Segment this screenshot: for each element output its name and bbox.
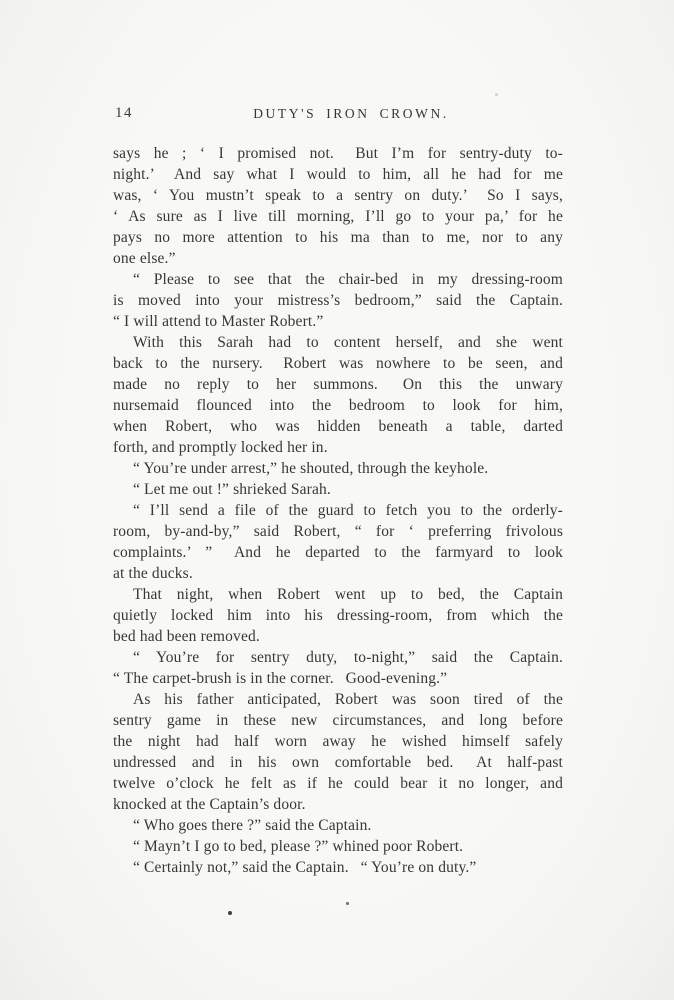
paragraph xyxy=(113,815,563,836)
paragraph xyxy=(113,479,563,500)
text-line: knocked at the Captain’s door. xyxy=(113,796,306,813)
text-line: when Robert, who was hidden beneath a table, darted xyxy=(113,418,563,435)
paragraph xyxy=(113,584,563,647)
text-line: With this Sarah had to content herself, and she went xyxy=(133,334,563,351)
text-line: quietly locked him into his dressing-room, from which the xyxy=(113,607,563,624)
text-line: made no reply to her summons. On this the unwary xyxy=(113,376,563,393)
ink-speck xyxy=(495,93,498,96)
text-line: “ You’re for sentry duty, to-night,” said the Captain. xyxy=(133,649,563,666)
text-line: sentry game in these new circumstances, and long before xyxy=(113,712,563,729)
text-line: one else.” xyxy=(113,250,176,267)
text-line: That night, when Robert went up to bed, the Captain xyxy=(133,586,563,603)
text-line: “ Certainly not,” said the Captain. “ You’re on duty.” xyxy=(133,859,477,876)
page-number: 14 xyxy=(115,105,133,121)
paragraph xyxy=(113,689,563,815)
text-line: forth, and promptly locked her in. xyxy=(113,439,328,456)
text-line: pays no more attention to his ma than to me, nor to any xyxy=(113,229,563,246)
text-line: room, by-and-by,” said Robert, “ for ‘ preferring frivolous xyxy=(113,523,563,540)
running-title: DUTY'S IRON CROWN. xyxy=(253,106,449,121)
text-line: says he ; ‘ I promised not. But I’m for sentry-duty to- xyxy=(113,145,563,162)
text-line: ‘ As sure as I live till morning, I’ll go to your pa,’ for he xyxy=(113,208,563,225)
text-line: is moved into your mistress’s bedroom,” said the Captain. xyxy=(113,292,563,309)
text-line: “ You’re under arrest,” he shouted, through the keyhole. xyxy=(133,460,489,477)
text-line: was, ‘ You mustn’t speak to a sentry on duty.’ So I says, xyxy=(113,187,563,204)
ink-speck xyxy=(228,911,232,915)
text-line: twelve o’clock he felt as if he could bear it no longer, and xyxy=(113,775,563,792)
text-line: the night had half worn away he wished himself safely xyxy=(113,733,563,750)
paragraph xyxy=(113,500,563,584)
text-line: “ The carpet-brush is in the corner. Good-evening.” xyxy=(113,670,448,687)
text-line: “ Who goes there ?” said the Captain. xyxy=(133,817,372,834)
paragraph xyxy=(113,647,563,689)
text-line: undressed and in his own comfortable bed. At half-past xyxy=(113,754,563,771)
text-line: nursemaid flounced into the bedroom to look for him, xyxy=(113,397,563,414)
text-line: “ I’ll send a file of the guard to fetch you to the orderly- xyxy=(133,502,563,519)
paragraph xyxy=(113,269,563,332)
page-body xyxy=(113,143,563,878)
paragraph xyxy=(113,143,563,269)
paragraph xyxy=(113,332,563,458)
text-line: night.’ And say what I would to him, all he had for me xyxy=(113,166,563,183)
text-line: “ Let me out !” shrieked Sarah. xyxy=(133,481,331,498)
paragraph xyxy=(113,836,563,857)
text-line: “ Please to see that the chair-bed in my dressing-room xyxy=(133,271,563,288)
paragraph xyxy=(113,458,563,479)
text-line: bed had been removed. xyxy=(113,628,260,645)
text-line: “ Mayn’t I go to bed, please ?” whined poor Robert. xyxy=(133,838,464,855)
paragraph xyxy=(113,857,563,878)
page-header xyxy=(113,103,563,125)
text-line: complaints.’ ” And he departed to the farmyard to look xyxy=(113,544,563,561)
text-line: back to the nursery. Robert was nowhere to be seen, and xyxy=(113,355,563,372)
text-line: As his father anticipated, Robert was soon tired of the xyxy=(133,691,563,708)
text-line: “ I will attend to Master Robert.” xyxy=(113,313,324,330)
text-line: at the ducks. xyxy=(113,565,193,582)
ink-speck xyxy=(346,902,349,905)
